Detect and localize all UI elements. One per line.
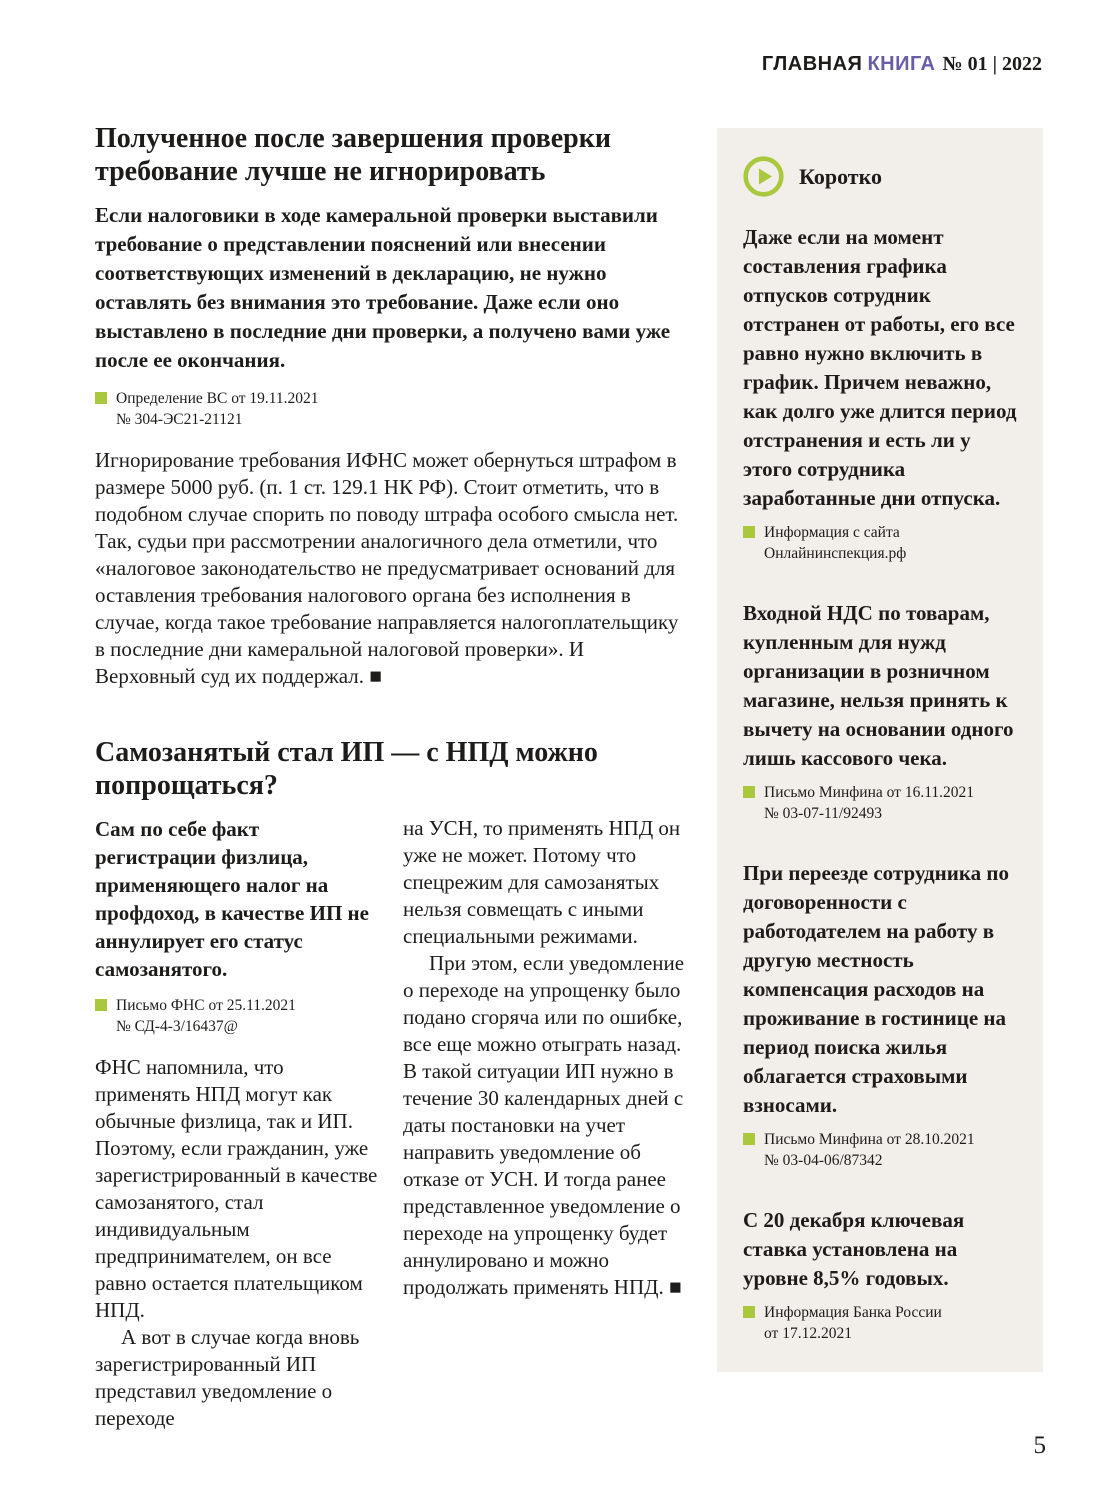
page-number: 5 [1033, 1432, 1046, 1459]
source-line-2: № 304-ЭС21-21121 [116, 411, 243, 428]
source-line-1: Письмо Минфина от 28.10.2021 [764, 1131, 975, 1148]
page-header [762, 52, 1042, 76]
article-paragraph: ФНС напомнила, что применять НПД могут как обычные физлица, так и ИП. Поэтому, если гражданин, уже зарегистрированный в качестве самозанятого, стал индивидуальным предпринимателем, он все равно остается плательщиком НПД. [95, 1055, 378, 1322]
source-reference [743, 1302, 1017, 1344]
news-text: Даже если на момент составления графика отпусков сотрудник отстранен от работы, его все равно нужно включить в график. Причем неважно, как долго уже длится период отстранения и есть ли у этого сотрудника заработанные дни отпуска. [743, 225, 1017, 510]
brand-name-main: ГЛАВНАЯ [761, 53, 863, 75]
source-line-2: № 03-04-06/87342 [764, 1152, 883, 1169]
source-line-1: Информация с сайта [764, 524, 900, 541]
source-reference-text [764, 1129, 975, 1171]
article-lead: Сам по себе факт регистрации физлица, применяющего налог на профдоход, в качестве ИП не аннулирует его статус самозанятого. [95, 817, 369, 981]
square-bullet-icon [743, 1133, 755, 1145]
left-column [95, 815, 379, 1432]
square-bullet-icon [95, 392, 107, 404]
brand-name-accent: КНИГА [867, 53, 936, 75]
article-title: Самозанятый стал ИП — с НПД можно попрощаться? [95, 737, 598, 801]
source-reference-text [764, 1302, 942, 1344]
source-line-1: Информация Банка России [764, 1304, 942, 1321]
sidebar-news-item [743, 859, 1017, 1171]
source-reference-text [116, 388, 319, 430]
issue-number: № 01 | 2022 [942, 53, 1042, 75]
right-column [403, 815, 687, 1432]
main-column [95, 122, 687, 1432]
source-line-2: № 03-07-11/92493 [764, 805, 882, 822]
article-lead: Если налоговики в ходе камеральной проверки выставили требование о представлении пояснений или внесении соответствующих изменений в декларацию, не нужно оставлять без внимания это требование. Даже если оно выставлено в последние дни проверки, а получено вами уже после ее окончания. [95, 203, 671, 372]
sidebar-title: Коротко [799, 163, 882, 189]
source-reference-text [116, 995, 296, 1037]
source-reference-text [764, 782, 974, 824]
source-line-2: Онлайнинспекция.рф [764, 545, 907, 562]
source-line-2: № СД-4-3/16437@ [116, 1018, 238, 1035]
source-reference [743, 1129, 1017, 1171]
source-reference [95, 995, 379, 1037]
article-tax-requirement [95, 122, 687, 690]
source-reference [743, 522, 1017, 564]
sidebar-news-item [743, 1206, 1017, 1344]
news-text: При переезде сотрудника по договоренности с работодателем на работу в другую местность компенсация расходов на проживание в гостинице на период поиска жилья облагается страховыми взносами. [743, 861, 1010, 1117]
news-text: Входной НДС по товарам, купленным для нужд организации в розничном магазине, нельзя принять к вычету на основании одного лишь кассового чека. [743, 601, 1014, 770]
sidebar-header [743, 156, 1017, 197]
sidebar-news-item [743, 599, 1017, 824]
two-column-body [95, 815, 687, 1432]
square-bullet-icon [743, 526, 755, 538]
article-title: Полученное после завершения проверки требование лучше не игнорировать [95, 123, 611, 187]
source-line-1: Определение ВС от 19.11.2021 [116, 390, 319, 407]
article-paragraph: на УСН, то применять НПД он уже не может. Потому что спецрежим для самозанятых нельзя совмещать с иными специальными режимами. [403, 816, 681, 948]
source-reference-text [764, 522, 906, 564]
news-sidebar [717, 128, 1043, 1372]
article-paragraph: При этом, если уведомление о переходе на упрощенку было подано сгоряча или по ошибке, все еще можно отыграть назад. В такой ситуации ИП нужно в течение 30 календарных дней с даты постановки на учет направить уведомление об отказе от УСН. И тогда ранее представленное уведомление о переходе на упрощенку будет аннулировано и можно продолжать применять НПД. ■ [403, 951, 685, 1299]
source-line-1: Письмо ФНС от 25.11.2021 [116, 997, 296, 1014]
source-line-1: Письмо Минфина от 16.11.2021 [764, 784, 974, 801]
source-reference [95, 388, 687, 430]
source-line-2: от 17.12.2021 [764, 1325, 852, 1342]
play-icon [743, 156, 784, 197]
news-text: С 20 декабря ключевая ставка установлена на уровне 8,5% годовых. [743, 1208, 965, 1290]
article-paragraph: А вот в случае когда вновь зарегистрированный ИП представил уведомление о переходе [95, 1325, 360, 1430]
article-body: Игнорирование требования ИФНС может обернуться штрафом в размере 5000 руб. (п. 1 ст. 129.1 НК РФ). Стоит отметить, что в подобном случае спорить по поводу штрафа особого смысла нет. Так, судьи при рассмотрении аналогичного дела отметили, что «налоговое законодательство не предусматривает оснований для оставления требования налогового органа без исполнения в случае, когда такое требование направляется налогоплательщику в последние дни камеральной налоговой проверки». И Верховный суд их поддержал. ■ [95, 448, 679, 688]
square-bullet-icon [743, 1306, 755, 1318]
sidebar-news-item [743, 223, 1017, 564]
square-bullet-icon [95, 999, 107, 1011]
source-reference [743, 782, 1017, 824]
article-self-employed [95, 736, 687, 1432]
square-bullet-icon [743, 786, 755, 798]
